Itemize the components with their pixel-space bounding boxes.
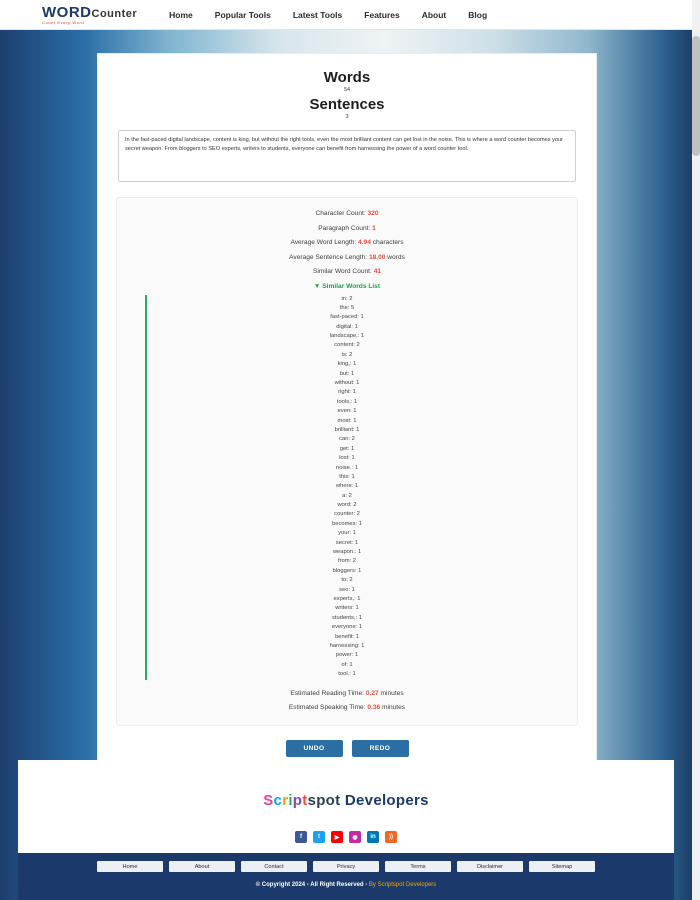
- list-item: harnessing: 1: [329, 642, 365, 649]
- footer-links: [18, 853, 674, 872]
- stat-average-word-length-value: 4.94: [358, 239, 371, 246]
- list-item: landscape,: 1: [329, 333, 365, 340]
- stat-average-word-length: [127, 239, 567, 246]
- linkedin-icon[interactable]: in: [367, 831, 379, 843]
- footer-link-about[interactable]: About: [169, 861, 235, 872]
- logo-word-text: WORD: [42, 3, 92, 21]
- stat-reading-time: [127, 690, 567, 697]
- list-item: becomes: 1: [332, 520, 362, 527]
- list-item: word: 2: [337, 502, 357, 509]
- copyright-text: [18, 882, 674, 888]
- stat-similar-word-count-label: Similar Word Count:: [312, 268, 374, 275]
- stat-reading-time-value: 0.27: [365, 689, 379, 697]
- list-item: content: 2: [334, 342, 360, 349]
- stat-similar-word-count-value: 41: [373, 268, 382, 275]
- stat-paragraph-count-label: Paragraph Count:: [318, 224, 373, 232]
- words-count: 54: [343, 87, 351, 93]
- stat-average-sentence-length-label: Average Sentence Length:: [289, 253, 369, 261]
- list-item: can: 2: [339, 436, 355, 443]
- nav-item-latest-tools[interactable]: Latest Tools: [292, 9, 343, 20]
- instagram-icon[interactable]: ◉: [349, 831, 361, 843]
- stat-average-word-length-suffix: characters: [370, 239, 404, 246]
- statistics-panel: [116, 197, 578, 726]
- list-item: the: 5: [339, 304, 355, 311]
- footer-link-privacy[interactable]: Privacy: [313, 861, 379, 872]
- footer-link-contact[interactable]: Contact: [241, 861, 307, 872]
- brand-letter-r: r: [282, 792, 289, 809]
- footer-link-disclaimer[interactable]: Disclaimer: [457, 861, 523, 872]
- list-item: even: 1: [337, 408, 357, 415]
- list-item: is: 2: [341, 351, 353, 358]
- main-navigation: [169, 10, 509, 20]
- copyright-main: © Copyright 2024 - All Right Reserved -: [255, 882, 369, 888]
- sentences-label: Sentences: [309, 96, 385, 113]
- footer-link-home[interactable]: Home: [97, 861, 163, 872]
- youtube-icon[interactable]: ▶: [331, 831, 343, 843]
- list-item: where: 1: [335, 483, 359, 490]
- stat-average-word-length-label: Average Word Length:: [290, 239, 359, 246]
- list-item: without: 1: [334, 380, 360, 387]
- list-item: tool.: 1: [338, 671, 356, 678]
- logo-tagline: Count Every Word: [42, 19, 85, 25]
- similar-words-toggle[interactable]: ▼ Similar Words List: [313, 282, 381, 290]
- list-item: bloggers: 1: [332, 567, 362, 574]
- stat-similar-word-count: [127, 268, 567, 275]
- brand-rest: spot: [307, 792, 341, 809]
- site-header: [0, 0, 692, 30]
- editor-wrap: [118, 130, 576, 187]
- brand-letter-i: i: [288, 792, 293, 809]
- stat-character-count: [127, 210, 567, 217]
- sentences-count: 3: [345, 114, 349, 120]
- scroll-down-arrow[interactable]: [692, 892, 700, 900]
- brand-letter-s: S: [263, 792, 274, 809]
- rss-icon[interactable]: )): [385, 831, 397, 843]
- brand-letter-p: p: [292, 792, 303, 809]
- list-item: brilliant: 1: [334, 426, 360, 433]
- list-item: counter: 2: [334, 511, 360, 518]
- list-item: students,: 1: [332, 614, 362, 621]
- site-logo[interactable]: [42, 5, 137, 25]
- list-item: seo: 1: [339, 586, 355, 593]
- list-item: king,: 1: [337, 361, 357, 368]
- list-item: secret: 1: [335, 539, 359, 546]
- list-item: experts,: 1: [333, 596, 361, 602]
- list-item: power: 1: [335, 652, 359, 659]
- list-item: fast-paced: 1: [330, 314, 364, 321]
- footer-brand-section: [18, 760, 674, 853]
- list-item: of: 1: [341, 661, 353, 668]
- stat-average-sentence-length-value: 18.00: [368, 253, 386, 261]
- scroll-up-arrow[interactable]: [692, 0, 700, 8]
- nav-item-features[interactable]: Features: [364, 9, 400, 20]
- logo-text: [42, 5, 137, 20]
- footer-brand: [18, 792, 674, 809]
- list-item: a: 2: [342, 492, 352, 499]
- scrollbar-thumb[interactable]: [692, 36, 700, 156]
- stat-speaking-time-value: 0.36: [367, 704, 381, 712]
- copyright-credit[interactable]: By Scriptspot Developers: [368, 882, 437, 888]
- list-item: from: 2: [337, 558, 357, 565]
- nav-item-home[interactable]: Home: [169, 9, 193, 20]
- facebook-icon[interactable]: f: [295, 831, 307, 843]
- stat-paragraph-count-value: 1: [372, 224, 376, 232]
- stat-character-count-value: 320: [367, 210, 379, 217]
- stat-character-count-label: Character Count:: [315, 210, 368, 217]
- list-item: this: 1: [339, 473, 355, 480]
- stat-speaking-time: [127, 704, 567, 711]
- logo-counter-text: Counter: [91, 7, 138, 20]
- word-counter-card: [97, 53, 597, 803]
- social-links: [18, 831, 674, 843]
- redo-button[interactable]: REDO: [352, 740, 409, 757]
- stat-average-sentence-length-suffix: words: [385, 253, 405, 261]
- footer-link-sitemap[interactable]: Sitemap: [529, 861, 595, 872]
- list-item: your: 1: [338, 530, 356, 537]
- twitter-icon[interactable]: t: [313, 831, 325, 843]
- stat-average-sentence-length: [127, 254, 567, 261]
- list-item: weapon.: 1: [332, 549, 362, 556]
- brand-letter-c: c: [273, 792, 283, 809]
- stat-reading-time-suffix: minutes: [378, 689, 404, 697]
- brand-letter-t: t: [302, 792, 308, 809]
- list-item: tools,: 1: [336, 398, 358, 405]
- list-item: benefit: 1: [335, 633, 359, 640]
- similar-words-accent-bar: [145, 295, 147, 680]
- nav-item-about[interactable]: About: [421, 9, 447, 20]
- list-item: right: 1: [338, 389, 356, 396]
- similar-words-list: [127, 295, 567, 680]
- list-item: get: 1: [339, 445, 355, 452]
- text-input[interactable]: [118, 130, 576, 182]
- footer-bottom-bar: [18, 853, 674, 900]
- stat-reading-time-label: Estimated Reading Time:: [290, 689, 366, 697]
- undo-button[interactable]: UNDO: [286, 740, 343, 757]
- list-item: most: 1: [337, 417, 357, 424]
- list-item: in: 2: [341, 295, 353, 302]
- list-item: lost: 1: [339, 455, 355, 462]
- counter-headline: [112, 69, 582, 120]
- list-item: digital: 1: [336, 323, 358, 330]
- footer-link-terms[interactable]: Terms: [385, 861, 451, 872]
- brand-developers: Developers: [344, 792, 429, 809]
- list-item: to: 2: [341, 577, 353, 584]
- stat-speaking-time-suffix: minutes: [380, 704, 406, 712]
- list-item: everyone: 1: [331, 624, 363, 631]
- words-label: Words: [323, 69, 371, 86]
- nav-item-blog[interactable]: Blog: [468, 9, 488, 20]
- list-item: but: 1: [339, 370, 355, 377]
- list-item: noise.: 1: [336, 464, 358, 471]
- undo-redo-row: [112, 740, 582, 757]
- stat-speaking-time-label: Estimated Speaking Time:: [288, 704, 368, 712]
- nav-item-popular-tools[interactable]: Popular Tools: [214, 9, 271, 20]
- stat-paragraph-count: [127, 225, 567, 232]
- page-scrollbar[interactable]: [692, 0, 700, 900]
- list-item: writers: 1: [335, 605, 359, 612]
